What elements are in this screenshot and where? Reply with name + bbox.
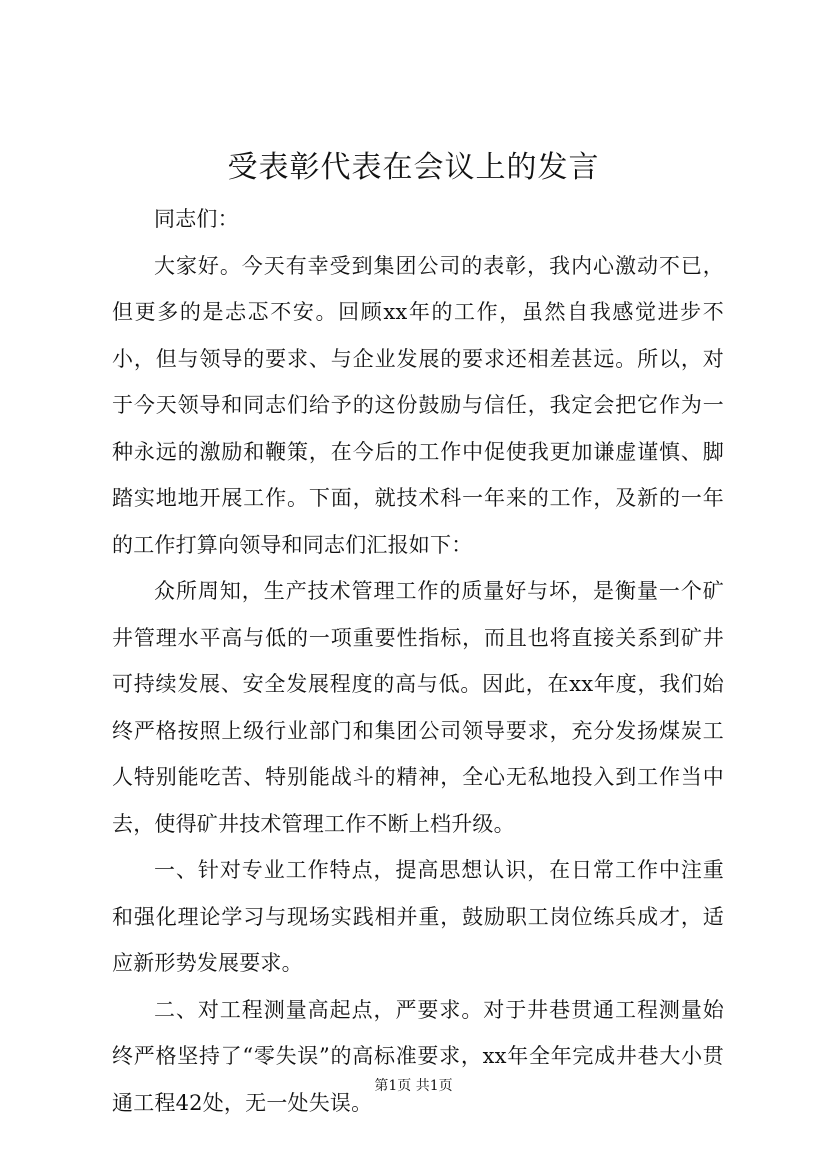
overview-paragraph: 众所周知，生产技术管理工作的质量好与坏，是衡量一个矿井管理水平高与低的一项重要性指标，而且也将直接关系到矿井可持续发展、安全发展程度的高与低。因此，在xx年度，我们始终严格按照上级行业部门和集团公司领导要求，充分发扬煤炭工人特别能吃苦、特别能战斗的精神，全心无私地投入到工作当中去，使得矿井技术管理工作不断上档升级。 <box>112 579 724 836</box>
point-one-paragraph: 一、针对专业工作特点，提高思想认识，在日常工作中注重和强化理论学习与现场实践相并重，鼓励职工岗位练兵成才，适应新形势发展要求。 <box>112 858 724 975</box>
page-number-label: 第1页 共1页 <box>374 1078 453 1094</box>
point-two-paragraph: 二、对工程测量高起点，严要求。对于井巷贯通工程测量始终严格坚持了“零失误”的高标准要求，xx年全年完成井巷大小贯通工程42处，无一处失误。 <box>112 997 724 1115</box>
document-body <box>112 196 724 1126</box>
intro-paragraph: 大家好。今天有幸受到集团公司的表彰，我内心激动不已，但更多的是忐忑不安。回顾xx年的工作，虽然自我感觉进步不小，但与领导的要求、与企业发展的要求还相差甚远。所以，对于今天领导和同志们给予的这份鼓励与信任，我定会把它作为一种永远的激励和鞭策，在今后的工作中促使我更加谦虚谨慎、脚踏实地地开展工作。下面，就技术科一年来的工作，及新的一年的工作打算向领导和同志们汇报如下： <box>112 253 724 557</box>
page-footer <box>0 1076 827 1096</box>
document-title: 受表彰代表在会议上的发言 <box>227 150 600 185</box>
greeting-paragraph: 同志们： <box>154 207 239 231</box>
